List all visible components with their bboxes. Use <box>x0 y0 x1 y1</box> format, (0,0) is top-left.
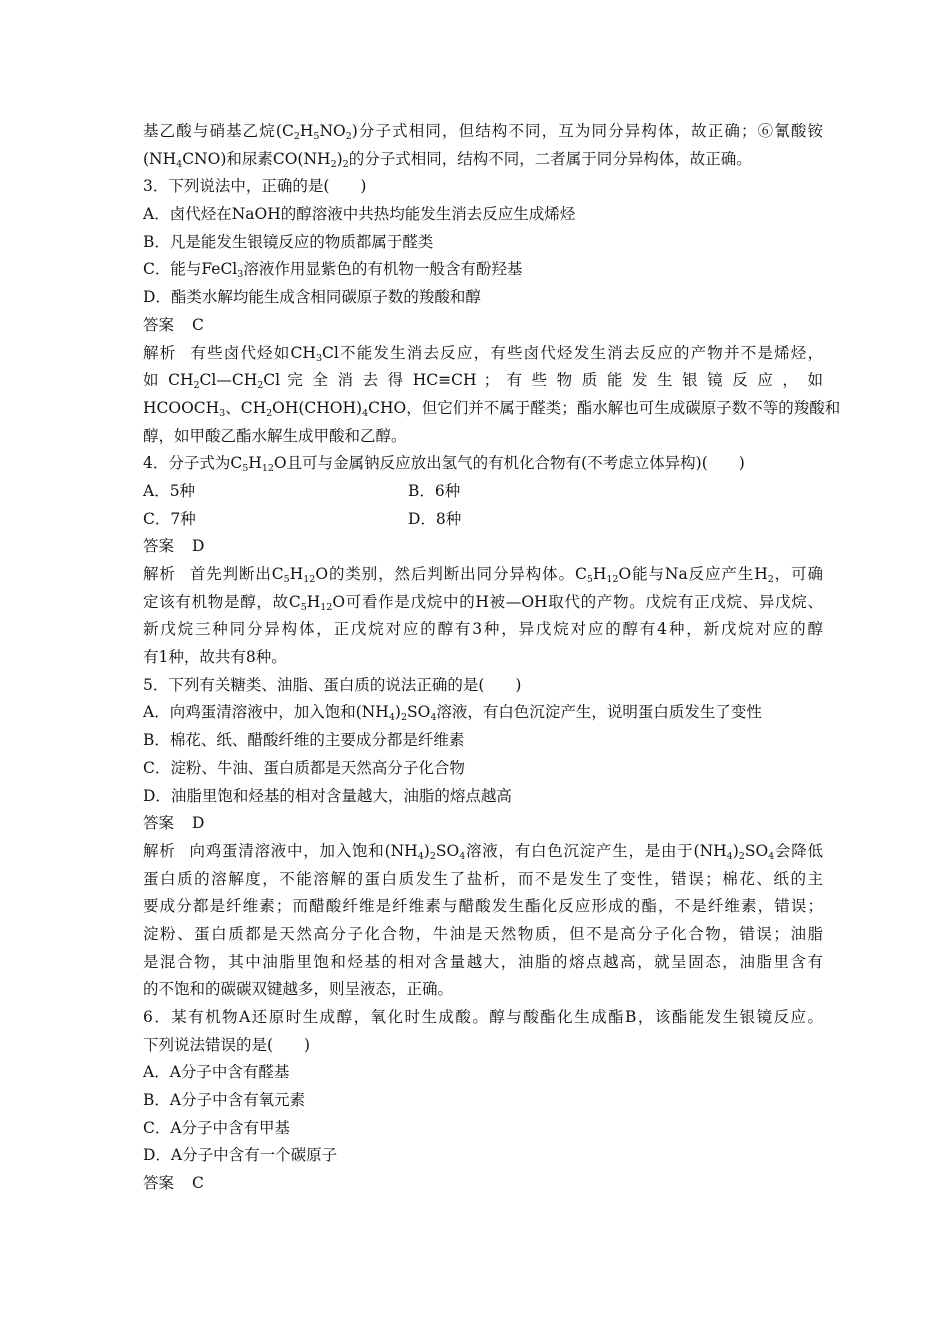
question-4-option-c: C．7种 <box>143 509 196 528</box>
question-5-analysis-line-1: 解析 向鸡蛋清溶液中，加入饱和$(NH_4)_2SO_4$溶液，有白色沉淀产生，是由于$(NH_4)_2SO_4$会降低 <box>143 841 823 862</box>
analysis-label: 解析 <box>143 343 177 362</box>
question-3-analysis-line-1: 解析 有些卤代烃如$CH_3Cl$不能发生消去反应，有些卤代烃发生消去反应的产物并不是烯烃， <box>143 343 823 364</box>
answer-value: D <box>192 814 205 833</box>
question-5-option-a: A．向鸡蛋清溶液中，加入饱和$(NH_4)_2SO_4$溶液，有白色沉淀产生，说明蛋白质发生了变性 <box>143 703 762 724</box>
question-6-option-d: D．A分子中含有一个碳原子 <box>143 1146 338 1165</box>
question-4-options-row-2 <box>143 506 823 534</box>
question-5-analysis-line-6: 的不饱和的碳碳双键越多，则呈液态，正确。 <box>143 980 454 999</box>
answer-label: 答案 <box>143 315 175 334</box>
question-4-options-row-1 <box>143 478 823 506</box>
question-4-analysis-line-2: 定该有机物是醇，故$C_5H_{12}O$可看作是戊烷中的H被—OH取代的产物。戊烷有正戊烷、异戊烷、 <box>143 592 823 613</box>
question-5-stem: 5．下列有关糖类、油脂、蛋白质的说法正确的是( ) <box>143 675 522 694</box>
question-4-analysis-line-3: 新戊烷三种同分异构体，正戊烷对应的醇有3种，异戊烷对应的醇有4种，新戊烷对应的醇 <box>143 620 823 639</box>
question-5-answer <box>143 810 823 838</box>
question-5-option-b: B．棉花、纸、醋酸纤维的主要成分都是纤维素 <box>143 731 465 750</box>
question-3-analysis-line-4: 醇，如甲酸乙酯水解生成甲酸和乙醇。 <box>143 426 407 445</box>
question-4-answer <box>143 533 823 561</box>
question-3-option-b: B．凡是能发生银镜反应的物质都属于醛类 <box>143 232 434 251</box>
question-3-option-a: A．卤代烃在NaOH的醇溶液中共热均能发生消去反应生成烯烃 <box>143 205 576 224</box>
question-6-option-b: B．A分子中含有氧元素 <box>143 1091 306 1110</box>
question-5-option-c: C．淀粉、牛油、蛋白质都是天然高分子化合物 <box>143 758 465 777</box>
question-4-analysis-line-4: 有1种，故共有8种。 <box>143 648 287 667</box>
question-5-analysis-line-3: 要成分都是纤维素；而醋酸纤维是纤维素与醋酸发生酯化反应形成的酯，不是纤维素，错误； <box>143 897 823 916</box>
answer-value: D <box>192 537 205 556</box>
question-3-stem: 3．下列说法中，正确的是( ) <box>143 177 367 196</box>
answer-value: C <box>192 315 204 334</box>
question-5-analysis-line-5: 是混合物，其中油脂里饱和烃基的相对含量越大，油脂的熔点越高，就呈固态，油脂里含有 <box>143 952 823 971</box>
question-4-option-b: B．6种 <box>408 481 461 500</box>
question-6-stem-line-2: 下列说法错误的是( ) <box>143 1035 311 1054</box>
question-5-analysis-line-2: 蛋白质的溶解度，不能溶解的蛋白质发生了盐析，而不是发生了变性，错误；棉花、纸的主 <box>143 869 823 888</box>
question-6-option-c: C．A分子中含有甲基 <box>143 1118 291 1137</box>
question-4-option-a: A．5种 <box>143 481 196 500</box>
analysis-continuation-line-1: 基乙酸与硝基乙烷$(C_2H_5NO_2)$分子式相同，但结构不同，互为同分异构体，故正确；⑥氰酸铵 <box>143 122 823 142</box>
analysis-continuation-line-2: $(NH_4CNO)$和尿素$CO(NH_2)_2$的分子式相同，结构不同，二者属于同分异构体，故正确。 <box>143 149 752 170</box>
answer-value: C <box>192 1174 204 1193</box>
analysis-label: 解析 <box>143 565 176 583</box>
question-3-answer <box>143 312 823 340</box>
document-page <box>143 118 841 1198</box>
question-4-stem: 4．分子式为$C_5H_{12}O$且可与金属钠反应放出氢气的有机化合物有(不考虑立体异构)( ) <box>143 454 745 475</box>
answer-label: 答案 <box>143 1174 175 1193</box>
analysis-label: 解析 <box>143 841 176 860</box>
question-3-analysis-line-3: $HCOOCH_3$、$CH_2OH(CHOH)_4CHO$，但它们并不属于醛类；酯水解也可生成碳原子数不等的羧酸和 <box>143 398 841 419</box>
question-6-answer <box>143 1170 823 1198</box>
question-4-analysis-line-1: 解析 首先判断出$C_5H_{12}O$的类别，然后判断出同分异构体。$C_5H_{12}O$能与Na反应产生$H_2$，可确 <box>143 565 823 585</box>
answer-label: 答案 <box>143 814 175 833</box>
question-6-option-a: A．A分子中含有醛基 <box>143 1063 290 1082</box>
question-6-stem-line-1: 6．某有机物A还原时生成醇，氧化时生成酸。醇与酸酯化生成酯B，该酯能发生银镜反应。 <box>143 1008 823 1026</box>
question-4-option-d: D．8种 <box>408 509 462 528</box>
question-3-option-c: C．能与FeCl$_3$溶液作用显紫色的有机物一般含有酚羟基 <box>143 260 523 281</box>
question-3-analysis-line-2: 如 $CH_2Cl—CH_2Cl$ 完 全 消 去 得 HC≡CH ； 有 些 物 质 能 发 生 银 镜 反 应 ， 如 <box>143 371 823 392</box>
question-3-option-d: D．酯类水解均能生成含相同碳原子数的羧酸和醇 <box>143 288 481 307</box>
question-5-option-d: D．油脂里饱和烃基的相对含量越大，油脂的熔点越高 <box>143 786 512 805</box>
question-5-analysis-line-4: 淀粉、蛋白质都是天然高分子化合物，牛油是天然物质，但不是高分子化合物，错误；油脂 <box>143 924 823 943</box>
answer-label: 答案 <box>143 537 175 556</box>
